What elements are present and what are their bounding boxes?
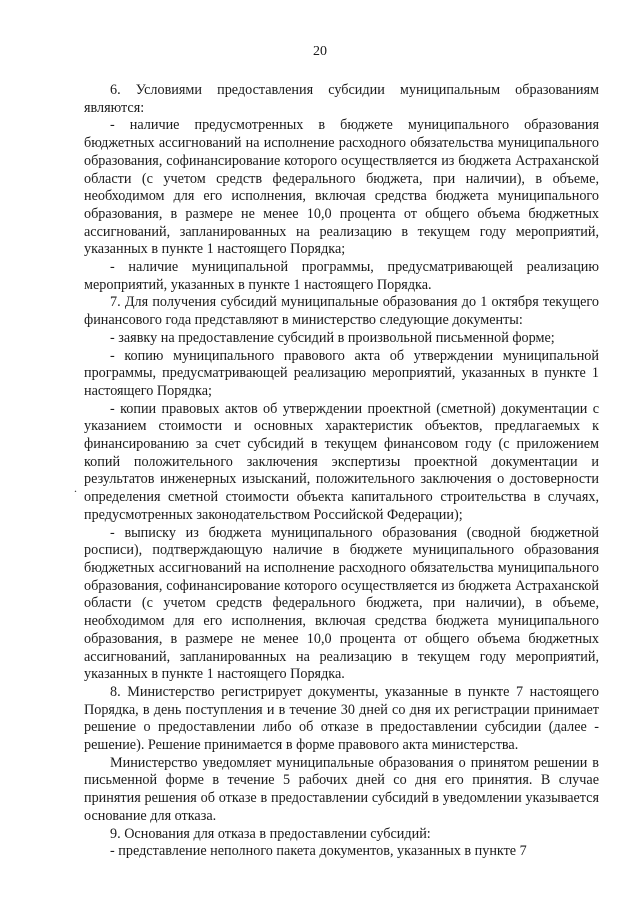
paragraph-7-item-project-docs: - копии правовых актов об утверждении проектной (сметной) документации с указанием стоимости и основных характеристик объектов, предлагаемых к финансированию за счет субсидий в текущем финансовом году (с приложением копий положительного заключения экспертизы проектной документации и результатов инженерных изысканий, положительного заключения о достоверности определения сметной стоимости объекта капитального строительства в случаях, предусмотренных законодательством Российской Федерации); [84, 400, 599, 523]
paragraph-6-intro: 6. Условиями предоставления субсидии муниципальным образованиям являются: [84, 82, 599, 116]
paragraph-7-item-budget-extract: - выписку из бюджета муниципального образования (сводной бюджетной росписи), подтверждающую наличие в бюджете муниципального образования бюджетных ассигнований на исполнение расходного обязательства муниципального образования, софинансирование которого осуществляется из бюджета Астраханской области (с учетом средств федерального бюджета, при наличии), в объеме, необходимом для его исполнения, включая средства бюджета муниципального образования, в размере не менее 10,0 процента от общего объема бюджетных ассигнований, запланированных на реализацию в текущем году мероприятий, указанных в пункте 1 настоящего Порядка. [84, 524, 599, 683]
paragraph-8: 8. Министерство регистрирует документы, указанные в пункте 7 настоящего Порядка, в день поступления и в течение 30 дней со дня их регистрации принимает решение о предоставлении либо об отказе в предоставлении субсидии (далее - решение). Решение принимается в форме правового акта министерства. [84, 683, 599, 754]
paragraph-8-notification: Министерство уведомляет муниципальные образования о принятом решении в письменной форме в течение 5 рабочих дней со дня его принятия. В случае принятия решения об отказе в предоставлении субсидий в уведомлении указывается основание для отказа. [84, 754, 599, 824]
paragraph-7-item-program-copy: - копию муниципального правового акта об утверждении муниципальной программы, предусматривающей реализацию мероприятий, указанных в пункте 1 настоящего Порядка; [84, 347, 599, 399]
paragraph-9-item-incomplete: - представление неполного пакета документов, указанных в пункте 7 [110, 843, 527, 860]
page-number: 20 [313, 44, 327, 59]
paragraph-7-intro: 7. Для получения субсидий муниципальные образования до 1 октября текущего финансового года представляют в министерство следующие документы: [84, 294, 599, 329]
scan-mark: . [74, 481, 77, 495]
document-body [84, 82, 599, 861]
paragraph-9-intro: 9. Основания для отказа в предоставлении субсидий: [110, 825, 431, 842]
paragraph-6-item-budget: - наличие предусмотренных в бюджете муниципального образования бюджетных ассигнований на исполнение расходного обязательства муниципального образования, софинансирование которого осуществляется из бюджета Астраханской области (с учетом средств федерального бюджета, при наличии), в объеме, необходимом для его исполнения, включая средства бюджета муниципального образования, в размере не менее 10,0 процента от общего объема бюджетных ассигнований, запланированных на реализацию в текущем году мероприятий, указанных в пункте 1 настоящего Порядка; [84, 117, 599, 258]
paragraph-7-item-application: - заявку на предоставление субсидий в произвольной письменной форме; [110, 329, 555, 346]
paragraph-6-item-program: - наличие муниципальной программы, предусматривающей реализацию мероприятий, указанных в пункте 1 настоящего Порядка. [84, 259, 599, 293]
